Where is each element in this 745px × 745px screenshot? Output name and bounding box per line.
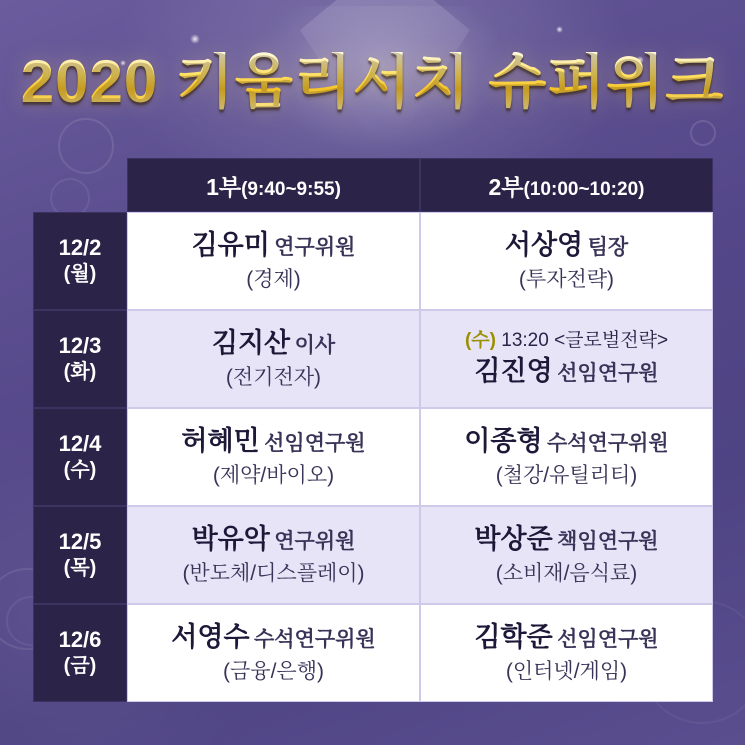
header-part1-range: (9:40~9:55)	[241, 178, 341, 200]
speaker-name: 이종형	[464, 426, 543, 456]
speaker-name: 김진영	[474, 356, 553, 386]
speaker-name: 서상영	[504, 230, 584, 260]
speaker-sector: (철강/유틸리티)	[495, 463, 638, 487]
table-row	[33, 506, 713, 604]
speaker-role: 선임연구원	[557, 628, 659, 651]
speaker-role: 수석연구위원	[546, 432, 669, 455]
dow-label: (월)	[63, 263, 97, 286]
speaker-sector: (경제)	[246, 267, 301, 291]
table-row	[33, 310, 713, 408]
speaker-role: 책임연구원	[557, 530, 659, 553]
speaker-name: 김학준	[474, 622, 553, 652]
table-header-row	[33, 158, 713, 212]
poster-title-wrap	[0, 48, 745, 115]
speaker-sector: (소비재/음식료)	[495, 561, 638, 585]
sparkle-icon	[190, 34, 200, 44]
speaker-role: 연구위원	[274, 236, 356, 259]
session-cell-part2	[420, 212, 713, 310]
speaker-sector: (제약/바이오)	[212, 463, 335, 487]
session-cell-part2	[420, 604, 713, 702]
dow-label: (금)	[63, 655, 97, 678]
session-cell-part2	[420, 310, 713, 408]
diamond-glow-icon	[300, 0, 470, 160]
sparkle-icon	[120, 60, 126, 66]
special-day-marker: (수)	[464, 330, 496, 352]
header-part2	[420, 158, 713, 212]
speaker-role: 이사	[294, 334, 336, 357]
header-part1	[127, 158, 420, 212]
header-corner-blank	[33, 158, 127, 212]
dow-label: (목)	[63, 557, 97, 580]
speaker-name: 서영수	[171, 622, 250, 652]
table-row	[33, 212, 713, 310]
date-cell	[33, 604, 127, 702]
speaker-sector: (전기전자)	[225, 365, 322, 389]
speaker-name: 박유악	[191, 524, 270, 554]
speaker-sector: (인터넷/게임)	[505, 659, 628, 683]
dow-label: (수)	[63, 459, 97, 482]
table-row	[33, 604, 713, 702]
speaker-role: 연구위원	[274, 530, 356, 553]
table-row	[33, 408, 713, 506]
date-cell	[33, 506, 127, 604]
session-cell-part2	[420, 408, 713, 506]
date-label: 12/2	[58, 235, 102, 261]
page-title: 2020 키움리서치 슈퍼위크	[15, 52, 730, 112]
speaker-role: 선임연구원	[557, 362, 659, 385]
date-label: 12/3	[58, 333, 102, 359]
sparkle-icon	[636, 56, 644, 64]
header-part1-label: 1부	[206, 173, 242, 200]
session-cell-part1	[127, 212, 420, 310]
dow-label: (화)	[63, 361, 97, 384]
speaker-name: 김유미	[191, 230, 270, 260]
session-cell-part1	[127, 310, 420, 408]
session-cell-part1	[127, 408, 420, 506]
date-label: 12/5	[58, 529, 102, 555]
session-cell-part2	[420, 506, 713, 604]
header-part2-range: (10:00~10:20)	[523, 178, 645, 200]
speaker-sector: (투자전략)	[518, 267, 615, 291]
speaker-name: 허혜민	[181, 426, 260, 456]
date-cell	[33, 310, 127, 408]
speaker-role: 선임연구원	[264, 432, 366, 455]
header-part2-label: 2부	[488, 173, 524, 200]
glow-halo	[252, 6, 514, 156]
decorative-circle	[690, 120, 716, 146]
speaker-name: 김지산	[211, 328, 291, 358]
sparkle-icon	[556, 26, 563, 33]
speaker-sector: (반도체/디스플레이)	[182, 561, 365, 585]
session-cell-part1	[127, 506, 420, 604]
speaker-sector: (금융/은행)	[223, 659, 324, 683]
speaker-name: 박상준	[474, 524, 553, 554]
date-cell	[33, 212, 127, 310]
date-label: 12/4	[58, 431, 102, 457]
date-cell	[33, 408, 127, 506]
schedule-table	[33, 158, 713, 702]
speaker-role: 팀장	[587, 236, 629, 259]
date-label: 12/6	[58, 627, 102, 653]
session-cell-part1	[127, 604, 420, 702]
special-note: 13:20 <글로벌전략>	[501, 330, 669, 352]
speaker-role: 수석연구위원	[253, 628, 376, 651]
